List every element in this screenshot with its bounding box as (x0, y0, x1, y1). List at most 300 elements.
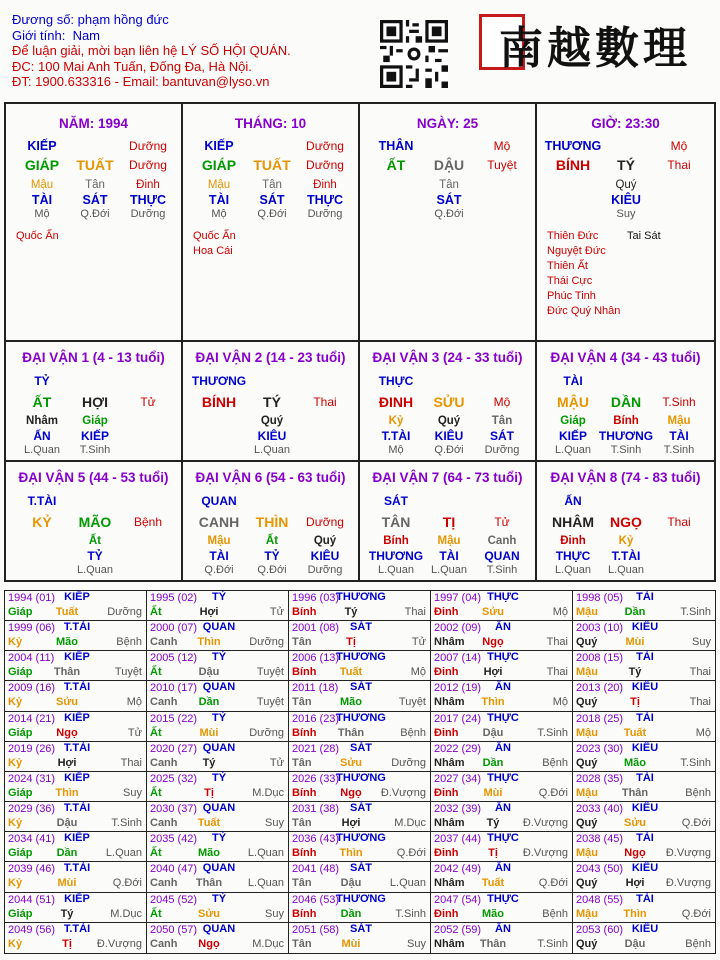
annual-cell (573, 923, 715, 953)
hidden-stem: Canh (487, 535, 517, 547)
annual-chi: Dần (198, 696, 220, 709)
hidden-ten-god: SÁT (259, 193, 285, 207)
annual-trang-sinh: Tử (411, 636, 426, 649)
hidden-stem: Giáp (82, 415, 108, 427)
annual-year: 2028 (35) (576, 772, 624, 785)
four-pillars-table (4, 102, 716, 342)
annual-ten-god: ẤN (495, 681, 511, 694)
dai-van-title: ĐẠI VẬN 5 (44 - 53 tuổi) (18, 470, 169, 485)
hidden-trang-sinh: Mộ (388, 444, 404, 456)
annual-ten-god: KIẾP (64, 711, 90, 724)
annual-year: 2029 (36) (8, 803, 56, 816)
pillar-can: BÍNH (555, 157, 591, 173)
annual-can: Bính (292, 786, 317, 799)
annual-cell (147, 712, 289, 742)
annual-ten-god: SÁT (350, 862, 372, 875)
dai-van-chi: DẦN (610, 394, 642, 410)
annual-can: Quý (576, 756, 598, 769)
annual-cell (573, 712, 715, 742)
annual-year: 2049 (56) (8, 923, 56, 936)
hidden-stem: Tân (85, 179, 105, 191)
annual-ten-god: ẤN (495, 922, 511, 935)
annual-can: Kỷ (8, 877, 23, 890)
dai-van-ten-god: THƯƠNG (191, 374, 247, 388)
hidden-stem: Mậu (207, 179, 231, 191)
hidden-trang-sinh: Q.Đới (434, 444, 464, 456)
annual-trang-sinh: Q.Đới (112, 877, 142, 890)
annual-chi: Mùi (625, 636, 645, 649)
annual-year: 2000 (07) (150, 622, 198, 635)
annual-cell (431, 651, 573, 681)
annual-chi: Tuất (623, 726, 647, 739)
annual-chi: Thìn (55, 786, 79, 799)
annual-trang-sinh: Suy (407, 937, 426, 950)
annual-trang-sinh: Đ.Vượng (665, 847, 711, 860)
annual-cell (431, 802, 573, 832)
annual-chi: Tị (62, 937, 72, 950)
annual-ten-god: TỶ (211, 651, 227, 664)
annual-trang-sinh: Tử (269, 756, 284, 769)
hidden-ten-god: ẤN (33, 429, 51, 443)
annual-ten-god: THƯƠNG (336, 651, 386, 664)
annual-can: Giáp (8, 726, 33, 739)
annual-cell (289, 802, 431, 832)
annual-chi: Sửu (481, 606, 505, 618)
hidden-ten-god: KIÊU (611, 193, 641, 207)
dai-van-cell (537, 462, 714, 582)
annual-trang-sinh: Dưỡng (249, 726, 284, 739)
annual-trang-sinh: Bệnh (116, 636, 142, 649)
annual-trang-sinh: T.Sinh (680, 606, 711, 618)
annual-can: Quý (576, 937, 598, 950)
annual-cell (431, 862, 573, 892)
annual-ten-god: KIÊU (631, 681, 659, 694)
hidden-stem: Ất (88, 535, 102, 547)
annual-year: 2027 (34) (434, 772, 482, 785)
hidden-ten-god: THỰC (555, 549, 591, 563)
hidden-stem: Ất (265, 535, 279, 547)
annual-chi: Thân (195, 877, 223, 890)
annual-chi: Hợi (625, 877, 645, 890)
pillar-ten-god: THÂN (378, 139, 414, 153)
annual-year: 2018 (25) (576, 712, 624, 725)
annual-trang-sinh: Mộ (126, 696, 142, 709)
annual-trang-sinh: Thai (546, 666, 568, 679)
annual-can: Kỷ (8, 937, 23, 950)
annual-trang-sinh: T.Sinh (395, 907, 426, 920)
dai-van-chi: HỢI (82, 394, 108, 410)
annual-ten-god: ẤN (495, 741, 511, 754)
dai-van-chi: SỬU (433, 394, 465, 410)
hidden-trang-sinh: T.Sinh (79, 444, 111, 456)
annual-ten-god: TÀI (636, 651, 654, 664)
annual-ten-god: QUAN (202, 922, 236, 935)
annual-trang-sinh: Suy (265, 817, 284, 830)
annual-ten-god: KIẾP (64, 591, 90, 603)
annual-cell (5, 832, 147, 862)
annual-trang-sinh: Dưỡng (249, 636, 284, 649)
annual-year: 1999 (06) (8, 622, 56, 635)
annual-cell (289, 681, 431, 711)
annual-year: 2048 (55) (576, 893, 624, 906)
annual-can: Mậu (576, 726, 598, 739)
annual-chi: Ngọ (198, 937, 220, 950)
annual-chi: Dần (56, 847, 78, 860)
dai-van-title: ĐẠI VẬN 8 (74 - 83 tuổi) (550, 470, 701, 485)
address-text: ĐC: 100 Mai Anh Tuấn, Đống Đa, Hà Nội. (12, 58, 252, 74)
annual-chi: Tý (344, 606, 358, 618)
annual-cell (289, 893, 431, 923)
annual-ten-god: THỰC (487, 711, 519, 724)
annual-can: Giáp (8, 666, 33, 679)
dai-van-trang-sinh: Dưỡng (306, 515, 344, 529)
annual-trang-sinh: Mộ (552, 696, 568, 709)
annual-year: 1996 (03) (292, 592, 340, 604)
annual-ten-god: T.TÀI (63, 681, 91, 694)
annual-chi: Dậu (198, 666, 220, 679)
hidden-trang-sinh: Q.Đới (257, 564, 287, 576)
dai-van-trang-sinh: Thai (313, 395, 337, 409)
annual-chi: Mùi (57, 877, 77, 890)
annual-trang-sinh: M.Dục (394, 817, 426, 830)
dai-van-trang-sinh: Tử (140, 395, 156, 409)
hidden-trang-sinh: Q.Đới (434, 208, 464, 220)
annual-can: Ất (150, 907, 162, 920)
annual-can: Quý (576, 877, 598, 890)
annual-ten-god: KIẾP (64, 892, 90, 905)
pillar-column (183, 104, 360, 340)
hidden-ten-god: THỰC (306, 193, 344, 207)
annual-trang-sinh: T.Sinh (111, 817, 142, 830)
annual-can: Giáp (8, 786, 33, 799)
annual-year: 2040 (47) (150, 863, 198, 876)
annual-chi: Ngọ (482, 636, 504, 649)
annual-trang-sinh: Bệnh (542, 756, 568, 769)
dai-van-ten-god: QUAN (201, 494, 237, 508)
annual-can: Mậu (576, 847, 598, 860)
annual-chi: Mùi (483, 786, 503, 799)
annual-ten-god: THƯƠNG (336, 892, 386, 905)
annual-year: 2003 (10) (576, 622, 624, 635)
annual-year: 2031 (38) (292, 803, 340, 816)
annual-trang-sinh: Bệnh (400, 726, 426, 739)
hidden-stem: Quý (437, 415, 461, 427)
star-name: Tai Sát (627, 230, 661, 242)
annual-trang-sinh: Thai (689, 666, 711, 679)
annual-can: Đinh (434, 606, 459, 618)
annual-trang-sinh: Tuyệt (256, 666, 284, 679)
annual-cell (573, 681, 715, 711)
annual-ten-god: TỶ (211, 832, 227, 845)
hidden-trang-sinh: Mộ (34, 208, 50, 220)
annual-can: Bính (292, 847, 317, 860)
annual-ten-god: ẤN (495, 802, 511, 815)
name-label: Đương số: (12, 12, 75, 27)
annual-can: Đinh (434, 847, 459, 860)
annual-chi: Ngọ (340, 786, 362, 799)
annual-year: 2001 (08) (292, 622, 340, 635)
annual-chi: Sửu (55, 696, 79, 709)
annual-trang-sinh: L.Quan (105, 847, 142, 860)
annual-ten-god: ẤN (495, 862, 511, 875)
annual-year: 2021 (28) (292, 742, 340, 755)
hidden-trang-sinh: Q.Đới (204, 564, 234, 576)
annual-trang-sinh: M.Dục (252, 786, 284, 799)
hidden-ten-god: SÁT (490, 429, 514, 443)
annual-trang-sinh: Mộ (552, 606, 568, 618)
annual-year: 2016 (23) (292, 712, 340, 725)
hidden-stem: Mậu (30, 179, 54, 191)
annual-chi: Tị (346, 636, 356, 649)
dai-van-title: ĐẠI VẬN 7 (64 - 73 tuổi) (372, 470, 523, 485)
annual-ten-god: THỰC (487, 892, 519, 905)
star-name: Thái Cực (547, 275, 593, 287)
annual-year: 2024 (31) (8, 772, 56, 785)
annual-year: 2032 (39) (434, 803, 482, 816)
annual-year: 2011 (18) (292, 682, 339, 695)
annual-year: 2047 (54) (434, 893, 482, 906)
annual-cell (147, 742, 289, 772)
annual-cell (289, 712, 431, 742)
hidden-ten-god: KIÊU (257, 429, 287, 443)
annual-trang-sinh: M.Dục (110, 907, 142, 920)
annual-chi: Tuất (339, 666, 363, 679)
annual-chi: Dậu (624, 937, 646, 950)
annual-ten-god: SÁT (350, 621, 372, 634)
annual-ten-god: QUAN (202, 621, 236, 634)
hidden-stem: Mậu (437, 535, 461, 547)
annual-chi: Tuất (481, 877, 505, 890)
annual-can: Mậu (576, 907, 598, 920)
annual-year: 2020 (27) (150, 742, 198, 755)
annual-trang-sinh: T.Sinh (680, 756, 711, 769)
annual-year: 2010 (17) (150, 682, 198, 695)
annual-chi: Thân (337, 726, 365, 739)
annual-chi: Dậu (340, 877, 362, 890)
annual-cell (147, 893, 289, 923)
annual-year: 2008 (15) (576, 652, 624, 665)
pillar-can: GIÁP (201, 157, 237, 173)
dai-van-chi: MÃO (78, 514, 112, 530)
pillar-chi: TUẤT (76, 157, 114, 173)
hidden-ten-god: KIẾP (558, 429, 588, 443)
annual-can: Canh (150, 756, 178, 769)
annual-trang-sinh: Tuyệt (256, 696, 284, 709)
annual-year: 2004 (11) (8, 652, 55, 665)
annual-trang-sinh: Thai (689, 696, 711, 709)
dai-van-ten-god: T.TÀI (27, 494, 57, 508)
annual-chi: Mão (340, 696, 362, 709)
annual-cell (431, 923, 573, 953)
annual-chi: Hợi (199, 606, 219, 618)
annual-trang-sinh: Bệnh (685, 786, 711, 799)
annual-cell (573, 893, 715, 923)
annual-cell (147, 923, 289, 953)
annual-can: Ất (150, 847, 162, 860)
annual-cell (5, 802, 147, 832)
annual-can: Canh (150, 636, 178, 649)
annual-cell (289, 923, 431, 953)
annual-ten-god: T.TÀI (63, 802, 91, 815)
annual-chi: Tuất (55, 606, 79, 618)
pillar-stars (193, 229, 236, 259)
annual-ten-god: T.TÀI (63, 922, 91, 935)
hidden-ten-god: TÀI (31, 193, 53, 207)
annual-cell (289, 591, 431, 621)
annual-trang-sinh: Tử (127, 726, 142, 739)
star-name: Hoa Cái (193, 245, 233, 257)
annual-can: Canh (150, 817, 178, 830)
annual-can: Kỷ (8, 817, 23, 830)
pillar-can-trang-sinh: Mộ (493, 139, 511, 153)
hidden-stem: Quý (260, 415, 284, 427)
annual-year: 2044 (51) (8, 893, 56, 906)
annual-year: 2023 (30) (576, 742, 624, 755)
annual-trang-sinh: Suy (265, 907, 284, 920)
dai-van-title: ĐẠI VẬN 1 (4 - 13 tuổi) (22, 350, 165, 365)
hidden-stem: Tân (491, 415, 513, 427)
annual-ten-god: TỶ (211, 591, 227, 603)
annual-year: 2002 (09) (434, 622, 482, 635)
annual-cell (289, 742, 431, 772)
annual-ten-god: SÁT (350, 802, 372, 815)
annual-year: 2030 (37) (150, 803, 198, 816)
hidden-ten-god: KIẾP (80, 429, 110, 443)
name-value: phạm hồng đức (77, 12, 169, 27)
hidden-stem: Đinh (313, 179, 337, 191)
annual-trang-sinh: Đ.Vượng (380, 786, 426, 799)
annual-year: 2037 (44) (434, 833, 482, 846)
hidden-trang-sinh: L.Quan (607, 564, 645, 576)
annual-trang-sinh: Thai (546, 636, 568, 649)
annual-trang-sinh: Đ.Vượng (522, 847, 568, 860)
hidden-ten-god: TỶ (87, 549, 103, 563)
annual-can: Kỷ (8, 756, 23, 769)
pillar-chi: DẬU (433, 157, 465, 173)
pillar-can-trang-sinh: Dưỡng (306, 139, 344, 153)
annual-trang-sinh: Bệnh (542, 907, 568, 920)
dai-van-title: ĐẠI VẬN 3 (24 - 33 tuổi) (372, 350, 523, 365)
star-name: Thiên Đức (547, 230, 599, 242)
annual-ten-god: THỰC (487, 651, 519, 664)
annual-trang-sinh: L.Quan (247, 877, 284, 890)
annual-can: Nhâm (434, 756, 465, 769)
annual-trang-sinh: Đ.Vượng (96, 937, 142, 950)
pillar-title: GIỜ: 23:30 (591, 116, 660, 131)
hidden-ten-god: TÀI (439, 549, 459, 563)
annual-chi: Mùi (341, 937, 361, 950)
annual-year: 2053 (60) (576, 923, 624, 936)
annual-chi: Hợi (483, 666, 503, 679)
star-name: Phúc Tinh (547, 290, 596, 302)
dai-van-trang-sinh: T.Sinh (662, 395, 696, 409)
annual-cell (289, 772, 431, 802)
annual-chi: Dần (482, 756, 504, 769)
pillar-title: NĂM: 1994 (58, 116, 129, 131)
hidden-trang-sinh: L.Quan (554, 564, 592, 576)
annual-cell (5, 862, 147, 892)
annual-cell (431, 712, 573, 742)
dai-van-cell (360, 462, 537, 582)
dai-van-cell (360, 342, 537, 462)
annual-can: Tân (292, 636, 312, 649)
hidden-ten-god: SÁT (436, 193, 462, 207)
hidden-ten-god: SÁT (82, 193, 108, 207)
hidden-trang-sinh: Dưỡng (484, 444, 520, 456)
hidden-stem: Mậu (667, 415, 691, 427)
annual-cell (431, 681, 573, 711)
annual-can: Mậu (576, 666, 598, 679)
annual-year: 2046 (53) (292, 893, 340, 906)
annual-year: 2035 (42) (150, 833, 198, 846)
dai-van-can: NHÂM (552, 514, 594, 530)
star-name: Nguyệt Đức (547, 245, 606, 257)
hidden-ten-god: KIÊU (434, 429, 464, 443)
dai-van-can: ĐINH (378, 394, 414, 410)
annual-chi: Mão (624, 756, 646, 769)
annual-year: 2033 (40) (576, 803, 624, 816)
annual-can: Đinh (434, 907, 459, 920)
annual-year: 2014 (21) (8, 712, 56, 725)
hidden-trang-sinh: T.Sinh (663, 444, 695, 456)
annual-ten-god: TỶ (211, 771, 227, 784)
hidden-ten-god: KIÊU (310, 549, 340, 563)
annual-year: 2043 (50) (576, 863, 624, 876)
annual-chi: Tuất (197, 817, 221, 830)
hidden-ten-god: QUAN (484, 549, 520, 563)
annual-year: 2009 (16) (8, 682, 56, 695)
annual-can: Nhâm (434, 696, 465, 709)
annual-cell (289, 862, 431, 892)
annual-chi: Ngọ (56, 726, 78, 739)
annual-chi: Thân (479, 937, 507, 950)
annual-cell (431, 832, 573, 862)
annual-trang-sinh: Q.Đới (538, 786, 568, 799)
annual-year: 2015 (22) (150, 712, 198, 725)
annual-trang-sinh: Thai (120, 756, 142, 769)
hidden-ten-god: THƯƠNG (368, 549, 424, 563)
annual-cell (5, 712, 147, 742)
hidden-trang-sinh: Suy (616, 208, 636, 220)
annual-cell (5, 772, 147, 802)
dai-van-can: TÂN (381, 514, 411, 530)
logo-text: 南越數理 (499, 23, 691, 74)
dai-van-ten-god: SÁT (384, 494, 408, 508)
dai-van-cell (6, 342, 183, 462)
annual-year: 2038 (45) (576, 833, 624, 846)
annual-can: Mậu (576, 786, 598, 799)
hidden-stem: Đinh (136, 179, 160, 191)
annual-can: Giáp (8, 847, 33, 860)
annual-cell (5, 923, 147, 953)
annual-year: 1997 (04) (434, 592, 482, 604)
annual-cell (147, 651, 289, 681)
annual-chi: Dần (340, 907, 362, 920)
annual-year: 1994 (01) (8, 592, 56, 604)
annual-chi: Dậu (482, 726, 504, 739)
hidden-stem: Tân (262, 179, 282, 191)
dai-van-table (4, 342, 716, 582)
hidden-trang-sinh: L.Quan (377, 564, 415, 576)
annual-cell (573, 772, 715, 802)
annual-ten-god: KIÊU (631, 741, 659, 754)
annual-can: Nhâm (434, 636, 465, 649)
annual-can: Tân (292, 756, 312, 769)
dai-van-chi: THÌN (255, 514, 289, 530)
pillar-stars-right (627, 229, 661, 244)
annual-ten-god: TÀI (636, 832, 654, 845)
dai-van-cell (6, 462, 183, 582)
